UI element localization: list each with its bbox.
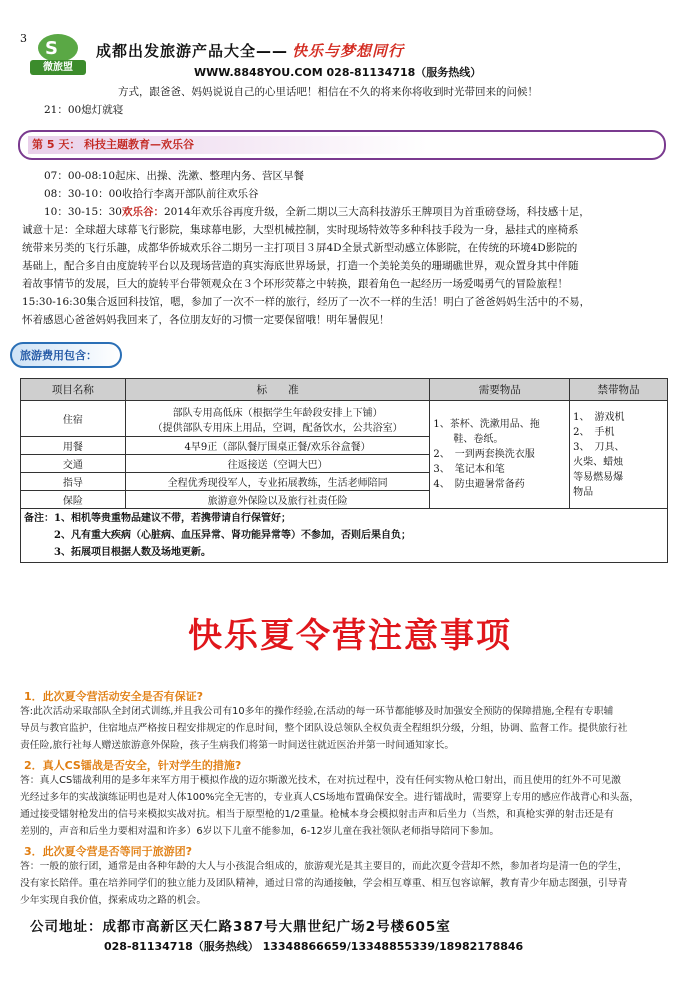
ban-item: 3、 刀具、 [573, 441, 625, 453]
logo-circle [38, 34, 78, 62]
day5-schedule-3 [44, 204, 590, 220]
table-row [21, 401, 668, 437]
notes-cell [21, 509, 668, 563]
row-item-lodging: 住宿 [21, 401, 126, 437]
need-items-cell [430, 401, 570, 509]
need-item: 鞋、卷纸。 [433, 434, 504, 445]
day5-schedule-3-text-4: 基础上，配合多自由度旋转平台以及现场营造的真实海底世界场景，打造一个美轮美奂的珊瑚礁世界，观众置身其中伴随 [22, 260, 579, 272]
answer-line: 答：一般的旅行团，通常是由各种年龄的大人与小孩混合组成的，旅游观光是其主要目的，而此次夏令营却不然，参加者均是清一色的学生， [20, 861, 628, 872]
day5-schedule-4-line-2: 怀着感恩心爸爸妈妈我回来了，各位朋友好的习惯一定要保留哦！明年暑假见！ [22, 314, 390, 326]
page-number: 3 [20, 32, 27, 45]
ban-item: 1、 游戏机 [573, 411, 625, 423]
header-item: 项目名称 [21, 379, 126, 401]
ban-item: 2、 手机 [573, 426, 615, 438]
day5-label: 第 5 天： [32, 138, 81, 151]
row-item-guidance: 指导 [21, 473, 126, 491]
day5-schedule-1: 07：00-08:10起床、出操、洗漱、整理内务、营区早餐 [44, 170, 305, 182]
day5-schedule-3-text-2: 诚意十足：全球超大球幕飞行影院，集球幕电影，大型机械控制，实时现场特效等多种科技手段为一身，悬挂式的座椅系 [22, 224, 579, 236]
header-standard: 标 准 [125, 379, 430, 401]
answer-line: 光经过多年的实战演练证明也是对人体100%完全无害的，专业真人CS场地布置确保安全。进行镭战时，需要穿上专用的感应作战背心和头盔， [20, 792, 640, 803]
answer-line: 通过接受镭射枪发出的信号来模拟实战对抗。相当于原型枪的1/2重量。枪械本身会模拟射击声和后坐力（当然，和真枪实弹的射击还是有 [20, 809, 614, 820]
fee-table [20, 378, 668, 563]
answer-line: 差别的，声音和后坐力要相对温和许多）6岁以下儿童不能参加，6-12岁儿童在我社领队老师指导陪同下参加。 [20, 826, 500, 837]
answer-line: 答:此次活动采取部队全封闭式训练,并且我公司有10多年的操作经验,在活动的每一环节都能够及时加强安全预防的保障措施,全程有专职辅 [20, 706, 614, 717]
row-standard-lodging [125, 401, 430, 437]
company-address: 公司地址：成都市高新区天仁路387号大鼎世纪广场2号楼605室 [30, 919, 451, 935]
ban-item: 物品 [573, 486, 594, 498]
day5-schedule-3-text-3: 统带来另类的飞行乐趣，成都华侨城欢乐谷二期另一主打项目３屏4D全景式新型动感立体影院，在传统的环境4D影院的 [22, 242, 578, 254]
row-standard-insurance: 旅游意外保险以及旅行社责任险 [125, 491, 430, 509]
ban-item: 火柴、蜡烛 [573, 456, 624, 468]
row-standard-transport: 往返接送（空调大巴） [125, 455, 430, 473]
answer-3 [20, 858, 672, 909]
answer-line: 导员与教官监护，住宿地点严格按日程安排规定的作息时间，整个团队设总领队全权负责全程组织分级，分组，协调、监督工作。提供旅行社 [20, 723, 628, 734]
note-line: 备注：1、相机等贵重物品建议不带，若携带请自行保管好； [24, 513, 291, 524]
happy-valley-name: 欢乐谷： [122, 206, 164, 218]
row-standard-guidance: 全程优秀现役军人，专业拓展教练，生活老师陪同 [125, 473, 430, 491]
header-title [96, 40, 404, 61]
lodging-line-2: （提供部队专用床上用品，空调，配备饮水，公共浴室） [152, 422, 403, 434]
logo-text: 微旅盟 [30, 60, 86, 75]
logo-swirl-icon: S [45, 38, 58, 59]
answer-line: 责任险,旅行社每人赠送旅游意外保险，孩子生病我们将第一时间送往就近医治并第一时间通知家长。 [20, 740, 455, 751]
fee-table-header-row [21, 379, 668, 401]
answer-line: 少年实现自我价值，探索成功之路的机会。 [20, 895, 207, 906]
answer-1 [20, 703, 672, 754]
day5-title: 科技主题教育—欢乐谷 [84, 138, 194, 151]
need-item: 1、茶杯、洗漱用品、拖 [433, 419, 540, 430]
company-logo [30, 32, 86, 76]
header-need: 需要物品 [430, 379, 570, 401]
note-line: 3、拓展项目根据人数及场地更新。 [24, 547, 211, 558]
notice-title: 快乐夏令营注意事项 [188, 616, 512, 656]
row-item-insurance: 保险 [21, 491, 126, 509]
need-item: 3、 笔记本和笔 [433, 464, 505, 475]
note-line: 2、凡有重大疾病（心脏病、血压异常、肾功能异常等）不参加，否则后果自负； [24, 530, 411, 541]
ban-items-cell [570, 401, 668, 509]
ban-item: 等易燃易爆 [573, 471, 624, 483]
contact-phones: 028-81134718（服务热线） 13348866659/13348855339/18982178846 [104, 940, 524, 953]
row-standard-meals: 4早9正（部队餐厅围桌正餐/欢乐谷盒餐） [125, 437, 430, 455]
need-item: 4、 防虫避暑常备药 [433, 479, 525, 490]
intro-line-2: 21：00熄灯就寝 [44, 104, 124, 116]
row-item-transport: 交通 [21, 455, 126, 473]
day5-schedule-4-line-1: 15:30-16:30集合返回科技馆，嗯，参加了一次不一样的旅行，经历了一次不一样的生活！明白了爸爸妈妈生活中的不易， [22, 296, 591, 308]
day5-schedule-2: 08：30-10：00收拾行李离开部队前往欢乐谷 [44, 188, 259, 200]
header-ban: 禁带物品 [570, 379, 668, 401]
day5-schedule-3-time: 10：30-15：30 [44, 206, 122, 218]
question-1: 1．此次夏令营活动安全是否有保证? [24, 690, 204, 703]
answer-line: 答：真人CS镭战利用的是多年来军方用于模拟作战的迈尔斯激光技术，在对抗过程中，没有任何实物从枪口射出，而且使用的红外不可见激 [20, 775, 621, 786]
question-2: 2．真人CS镭战是否安全，针对学生的措施? [24, 759, 242, 772]
fee-label: 旅游费用包含： [20, 349, 97, 362]
header-site: WWW.8848YOU.COM 028-81134718（服务热线） [194, 66, 482, 79]
intro-line-1: 方式，跟爸爸、妈妈说说自己的心里话吧！相信在不久的将来你将收到时光带回来的问候！ [118, 86, 538, 98]
lodging-line-1: 部队专用高低床（根据学生年龄段安排上下铺） [172, 407, 383, 419]
day5-schedule-3-text-1: 2014年欢乐谷再度升级，全新二期以三大高科技游乐王牌项目为首重磅登场，科技感十足， [164, 206, 590, 218]
answer-line: 没有家长陪伴。重在培养同学们的独立能力及团队精神，通过日常的沟通接触，学会相互尊重、相互包容谅解，教育青少年励志图强，引导青 [20, 878, 628, 889]
day5-schedule-3-text-5: 着故事情节的发展，巨大的旋转平台带领观众在３个环形荧幕之中转换，跟着角色一起经历一场爱喝勇气的冒险旅程！ [22, 278, 568, 290]
answer-2 [20, 772, 672, 840]
header-title-text: 成都出发旅游产品大全—— [96, 42, 289, 60]
question-3: 3．此次夏令营是否等同于旅游团? [24, 845, 193, 858]
row-item-meals: 用餐 [21, 437, 126, 455]
header-slogan: 快乐与梦想同行 [292, 42, 405, 60]
need-item: 2、 一到两套换洗衣服 [433, 449, 535, 460]
table-row [21, 509, 668, 563]
